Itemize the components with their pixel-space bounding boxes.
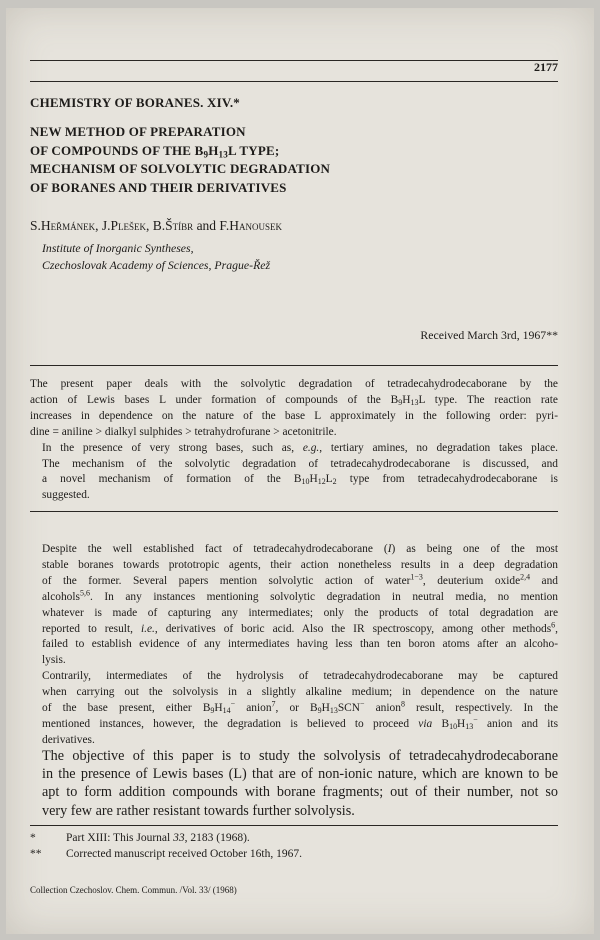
header-rule-bottom bbox=[30, 81, 558, 82]
abstract-paragraph-2: In the presence of very strong bases, such as, e.g., tertiary amines, no degradation takes place. The mechanism of the solvolytic degradation of tetradecahydrodecaborane is discussed, and a novel mechanism of formation of the $B_{10}H_{12}L_2$ type from tetradecahydrodecaborane is suggested. bbox=[42, 441, 558, 502]
affiliation-line-2: Czechoslovak Academy of Sciences, Prague-Řež bbox=[42, 258, 271, 272]
footnote-1: * Part XIII: This Journal 33, 2183 (1968). bbox=[30, 832, 250, 844]
journal-footer: Collection Czechoslov. Chem. Commun. /Vol. 33/ (1968) bbox=[30, 885, 237, 895]
footnote-mark-2: ** bbox=[30, 848, 42, 860]
page-number: 2177 bbox=[534, 60, 558, 74]
affiliation bbox=[42, 240, 270, 274]
title-line-2: OF COMPOUNDS OF THE $B_9H_{13}L$ TYPE; bbox=[30, 142, 280, 159]
footnote-2 bbox=[30, 848, 302, 860]
body-paragraph-1: Despite the well established fact of tetradecahydrodecaborane (I) as being one of the most stable boranes towards prototropic agents, their action nonetheless results in a deep degradation of the former. Several papers mention solvolytic action of water$^{1-3}$, deuterium oxide$^{2,4}$ and alcohols$^{5,6}$. In any instances mentioning solvolytic degradation in neutral media, no mention whatever is made of capturing any intermediates; only the products of total degradation are reported to result, i.e., derivatives of boric acid. Also the IR spectroscopy, among other methods$^6$, failed to establish evidence of any intermediates having less than ten boron atoms after an alcoho- lysis. bbox=[42, 543, 558, 667]
title-line-3: MECHANISM OF SOLVOLYTIC DEGRADATION bbox=[30, 161, 331, 177]
body-paragraph-2: Contrarily, intermediates of the hydrolysis of tetradecahydrodecaborane may be captured when carrying out the solvolysis in a slightly alkaline medium; in dependence on the nature of the base present, either $B_9H_{14}^-$ anion$^7$, or $B_9H_{13}SCN^-$ anion$^8$ result, respectively. In the mentioned instances, however, the degradation is believed to proceed via $B_{10}H_{13}^-$ anion and its derivatives. bbox=[42, 670, 559, 746]
body-text bbox=[30, 542, 558, 749]
affiliation-line-1: Institute of Inorganic Syntheses, bbox=[42, 241, 194, 255]
abstract bbox=[30, 377, 558, 504]
series-title: CHEMISTRY OF BORANES. XIV.* bbox=[30, 95, 240, 110]
header-rule-top bbox=[30, 60, 558, 61]
abstract-rule-top bbox=[30, 365, 558, 366]
body-text-objective bbox=[30, 747, 558, 820]
abstract-rule-bottom bbox=[30, 511, 558, 512]
title-line-1: NEW METHOD OF PREPARATION bbox=[30, 124, 246, 139]
footnote-text-2: Corrected manuscript received October 16th, 1967. bbox=[66, 848, 302, 860]
title-line-4: OF BORANES AND THEIR DERIVATIVES bbox=[30, 179, 287, 195]
journal-page bbox=[6, 8, 594, 934]
abstract-paragraph-1: The present paper deals with the solvolytic degradation of tetradecahydrodecaborane by the action of Lewis bases L under formation of compounds of the $B_9H_{13}L$ type. The reaction rate increases in dependence on the nature of the base L approximately in the following order: pyri- dine = aniline > dialkyl sulphides > tetrahydrofurane > acetonitrile. bbox=[30, 378, 558, 438]
article-title bbox=[30, 123, 330, 197]
footnote-rule bbox=[30, 825, 558, 826]
authors: S.Heřmánek, J.Plešek, B.Štíbr and F.Hanousek bbox=[30, 218, 282, 233]
body-paragraph-3: The objective of this paper is to study the solvolysis of tetradecahydrodecaborane in the presence of Lewis bases (L) that are of non-ionic nature, which are known to be apt to form addition compounds with borane fragments; out of their number, not so very few are rather resistant towards further solvolysis. bbox=[42, 748, 558, 819]
footnote-mark-1: * bbox=[30, 832, 36, 844]
received-date: Received March 3rd, 1967** bbox=[420, 328, 558, 342]
